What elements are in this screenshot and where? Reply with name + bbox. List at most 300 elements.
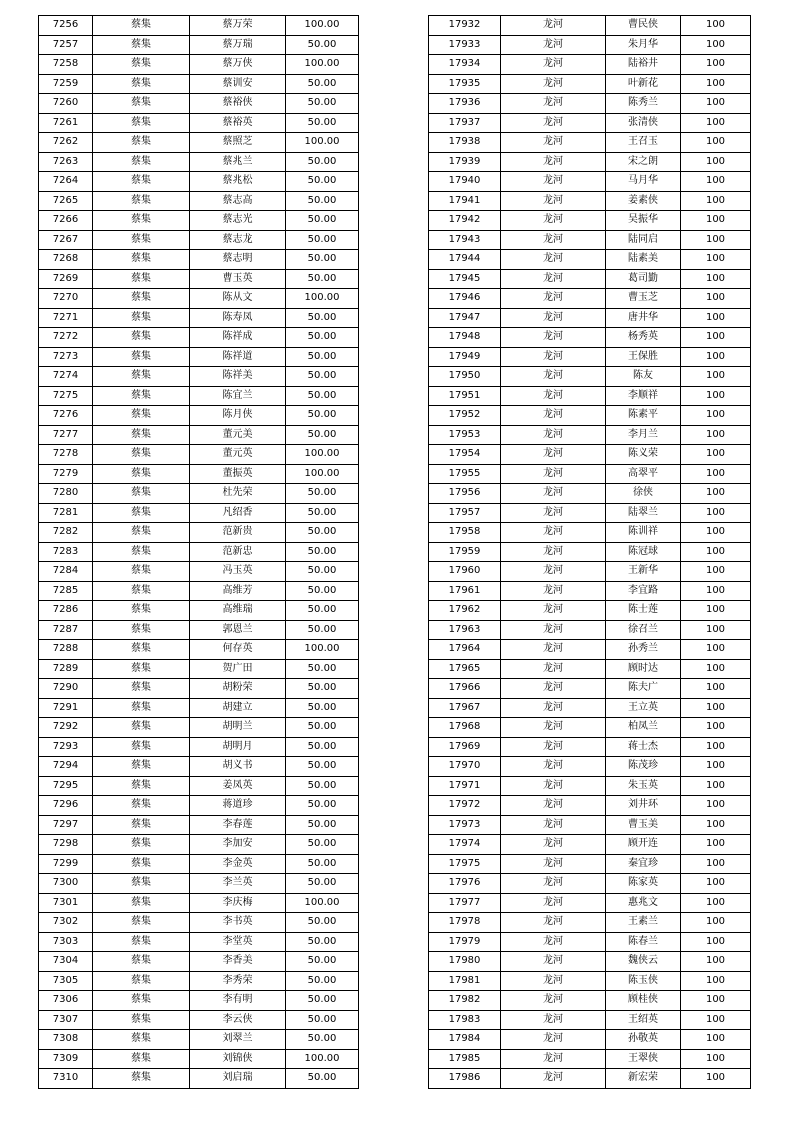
- name-cell: 蔡志龙: [190, 230, 286, 250]
- table-row: [429, 523, 751, 543]
- table-row: [39, 308, 359, 328]
- name-cell: 陈从文: [190, 289, 286, 309]
- amount-cell: 50.00: [286, 1069, 359, 1089]
- id-cell: 17986: [429, 1069, 501, 1089]
- village-cell: 蔡集: [93, 406, 190, 426]
- village-cell: 蔡集: [93, 932, 190, 952]
- name-cell: 李庆梅: [190, 893, 286, 913]
- table-row: [429, 815, 751, 835]
- village-cell: 蔡集: [93, 718, 190, 738]
- village-cell: 龙河: [501, 55, 606, 75]
- name-cell: 蔡裕英: [190, 113, 286, 133]
- id-cell: 17969: [429, 737, 501, 757]
- id-cell: 17968: [429, 718, 501, 738]
- table-row: [429, 230, 751, 250]
- id-cell: 17980: [429, 952, 501, 972]
- name-cell: 宋之朗: [606, 152, 681, 172]
- table-row: [39, 991, 359, 1011]
- name-cell: 蔡训安: [190, 74, 286, 94]
- id-cell: 17953: [429, 425, 501, 445]
- village-cell: 龙河: [501, 542, 606, 562]
- name-cell: 李加安: [190, 835, 286, 855]
- amount-cell: 100: [681, 815, 751, 835]
- id-cell: 17977: [429, 893, 501, 913]
- name-cell: 刘启瑞: [190, 1069, 286, 1089]
- village-cell: 蔡集: [93, 269, 190, 289]
- village-cell: 龙河: [501, 737, 606, 757]
- name-cell: 秦宜珍: [606, 854, 681, 874]
- village-cell: 龙河: [501, 328, 606, 348]
- village-cell: 蔡集: [93, 1030, 190, 1050]
- amount-cell: 50.00: [286, 562, 359, 582]
- village-cell: 蔡集: [93, 191, 190, 211]
- name-cell: 高翠平: [606, 464, 681, 484]
- village-cell: 蔡集: [93, 94, 190, 114]
- amount-cell: 50.00: [286, 913, 359, 933]
- amount-cell: 50.00: [286, 523, 359, 543]
- id-cell: 7286: [39, 601, 93, 621]
- table-row: [429, 932, 751, 952]
- id-cell: 7285: [39, 581, 93, 601]
- amount-cell: 100: [681, 640, 751, 660]
- id-cell: 17943: [429, 230, 501, 250]
- name-cell: 王召玉: [606, 133, 681, 153]
- name-cell: 曹玉芝: [606, 289, 681, 309]
- table-row: [39, 659, 359, 679]
- name-cell: 李顺祥: [606, 386, 681, 406]
- id-cell: 17941: [429, 191, 501, 211]
- village-cell: 蔡集: [93, 16, 190, 36]
- amount-cell: 100: [681, 367, 751, 387]
- village-cell: 龙河: [501, 133, 606, 153]
- village-cell: 龙河: [501, 425, 606, 445]
- table-row: [39, 796, 359, 816]
- amount-cell: 100: [681, 1010, 751, 1030]
- id-cell: 17983: [429, 1010, 501, 1030]
- village-cell: 龙河: [501, 113, 606, 133]
- table-row: [39, 737, 359, 757]
- village-cell: 龙河: [501, 386, 606, 406]
- amount-cell: 100.00: [286, 16, 359, 36]
- right-table-body: [429, 16, 751, 1089]
- table-row: [39, 581, 359, 601]
- table-row: [429, 152, 751, 172]
- village-cell: 龙河: [501, 1069, 606, 1089]
- table-row: [429, 718, 751, 738]
- amount-cell: 50.00: [286, 601, 359, 621]
- table-row: [429, 854, 751, 874]
- name-cell: 贺广田: [190, 659, 286, 679]
- name-cell: 何存英: [190, 640, 286, 660]
- amount-cell: 50.00: [286, 835, 359, 855]
- id-cell: 7295: [39, 776, 93, 796]
- table-row: [39, 347, 359, 367]
- table-row: [429, 601, 751, 621]
- amount-cell: 50.00: [286, 406, 359, 426]
- id-cell: 7288: [39, 640, 93, 660]
- village-cell: 龙河: [501, 659, 606, 679]
- id-cell: 17936: [429, 94, 501, 114]
- name-cell: 李月兰: [606, 425, 681, 445]
- village-cell: 龙河: [501, 835, 606, 855]
- village-cell: 龙河: [501, 1010, 606, 1030]
- name-cell: 陈素平: [606, 406, 681, 426]
- id-cell: 7306: [39, 991, 93, 1011]
- id-cell: 17971: [429, 776, 501, 796]
- name-cell: 范新贵: [190, 523, 286, 543]
- amount-cell: 50.00: [286, 718, 359, 738]
- id-cell: 7274: [39, 367, 93, 387]
- table-row: [429, 250, 751, 270]
- village-cell: 蔡集: [93, 815, 190, 835]
- village-cell: 龙河: [501, 172, 606, 192]
- name-cell: 陈家英: [606, 874, 681, 894]
- village-cell: 蔡集: [93, 854, 190, 874]
- village-cell: 龙河: [501, 893, 606, 913]
- amount-cell: 50.00: [286, 152, 359, 172]
- id-cell: 7308: [39, 1030, 93, 1050]
- table-row: [39, 1010, 359, 1030]
- id-cell: 17940: [429, 172, 501, 192]
- village-cell: 龙河: [501, 347, 606, 367]
- table-row: [429, 952, 751, 972]
- name-cell: 曹玉美: [606, 815, 681, 835]
- name-cell: 蔡志光: [190, 211, 286, 231]
- amount-cell: 100: [681, 230, 751, 250]
- table-row: [429, 308, 751, 328]
- id-cell: 7290: [39, 679, 93, 699]
- name-cell: 唐井华: [606, 308, 681, 328]
- table-row: [429, 55, 751, 75]
- id-cell: 7266: [39, 211, 93, 231]
- name-cell: 范新忠: [190, 542, 286, 562]
- table-row: [429, 874, 751, 894]
- name-cell: 胡粉荣: [190, 679, 286, 699]
- table-row: [429, 347, 751, 367]
- village-cell: 龙河: [501, 230, 606, 250]
- id-cell: 7278: [39, 445, 93, 465]
- id-cell: 7280: [39, 484, 93, 504]
- village-cell: 蔡集: [93, 386, 190, 406]
- id-cell: 17984: [429, 1030, 501, 1050]
- table-row: [429, 835, 751, 855]
- id-cell: 7272: [39, 328, 93, 348]
- table-row: [39, 932, 359, 952]
- table-row: [39, 835, 359, 855]
- name-cell: 葛司勤: [606, 269, 681, 289]
- name-cell: 陈春兰: [606, 932, 681, 952]
- name-cell: 李书英: [190, 913, 286, 933]
- village-cell: 蔡集: [93, 562, 190, 582]
- amount-cell: 50.00: [286, 698, 359, 718]
- amount-cell: 50.00: [286, 659, 359, 679]
- amount-cell: 50.00: [286, 74, 359, 94]
- id-cell: 7304: [39, 952, 93, 972]
- village-cell: 龙河: [501, 35, 606, 55]
- table-row: [429, 269, 751, 289]
- village-cell: 蔡集: [93, 152, 190, 172]
- table-row: [39, 172, 359, 192]
- name-cell: 曹玉英: [190, 269, 286, 289]
- village-cell: 蔡集: [93, 776, 190, 796]
- table-row: [429, 1069, 751, 1089]
- table-row: [39, 874, 359, 894]
- name-cell: 李秀荣: [190, 971, 286, 991]
- id-cell: 7282: [39, 523, 93, 543]
- table-row: [39, 523, 359, 543]
- name-cell: 陈宜兰: [190, 386, 286, 406]
- name-cell: 陈玉侠: [606, 971, 681, 991]
- village-cell: 蔡集: [93, 445, 190, 465]
- id-cell: 7281: [39, 503, 93, 523]
- amount-cell: 50.00: [286, 932, 359, 952]
- amount-cell: 100: [681, 211, 751, 231]
- name-cell: 胡义书: [190, 757, 286, 777]
- id-cell: 17960: [429, 562, 501, 582]
- id-cell: 7265: [39, 191, 93, 211]
- name-cell: 徐侠: [606, 484, 681, 504]
- name-cell: 陈友: [606, 367, 681, 387]
- amount-cell: 100: [681, 172, 751, 192]
- amount-cell: 100: [681, 620, 751, 640]
- name-cell: 顾时达: [606, 659, 681, 679]
- name-cell: 陈茂珍: [606, 757, 681, 777]
- table-row: [39, 250, 359, 270]
- table-row: [429, 191, 751, 211]
- id-cell: 17976: [429, 874, 501, 894]
- village-cell: 蔡集: [93, 893, 190, 913]
- id-cell: 17967: [429, 698, 501, 718]
- amount-cell: 50.00: [286, 854, 359, 874]
- village-cell: 龙河: [501, 523, 606, 543]
- amount-cell: 50.00: [286, 581, 359, 601]
- id-cell: 7261: [39, 113, 93, 133]
- table-row: [429, 971, 751, 991]
- amount-cell: 100.00: [286, 893, 359, 913]
- amount-cell: 50.00: [286, 971, 359, 991]
- amount-cell: 100: [681, 308, 751, 328]
- village-cell: 龙河: [501, 16, 606, 36]
- amount-cell: 100: [681, 289, 751, 309]
- amount-cell: 50.00: [286, 347, 359, 367]
- village-cell: 蔡集: [93, 796, 190, 816]
- village-cell: 蔡集: [93, 523, 190, 543]
- name-cell: 杨秀英: [606, 328, 681, 348]
- table-row: [39, 698, 359, 718]
- amount-cell: 50.00: [286, 328, 359, 348]
- amount-cell: 100: [681, 971, 751, 991]
- table-row: [39, 542, 359, 562]
- village-cell: 龙河: [501, 620, 606, 640]
- amount-cell: 100: [681, 16, 751, 36]
- table-row: [39, 113, 359, 133]
- amount-cell: 100: [681, 74, 751, 94]
- id-cell: 17974: [429, 835, 501, 855]
- table-row: [429, 74, 751, 94]
- name-cell: 马月华: [606, 172, 681, 192]
- table-row: [429, 698, 751, 718]
- table-row: [39, 601, 359, 621]
- name-cell: 陈义荣: [606, 445, 681, 465]
- name-cell: 孙秀兰: [606, 640, 681, 660]
- amount-cell: 100: [681, 796, 751, 816]
- name-cell: 陆同启: [606, 230, 681, 250]
- amount-cell: 50.00: [286, 367, 359, 387]
- amount-cell: 100: [681, 991, 751, 1011]
- right-table: [428, 15, 751, 1089]
- id-cell: 17939: [429, 152, 501, 172]
- name-cell: 郭恩兰: [190, 620, 286, 640]
- id-cell: 7296: [39, 796, 93, 816]
- name-cell: 陈冠球: [606, 542, 681, 562]
- id-cell: 7292: [39, 718, 93, 738]
- amount-cell: 100: [681, 133, 751, 153]
- name-cell: 李堂英: [190, 932, 286, 952]
- table-row: [39, 854, 359, 874]
- name-cell: 蔡万侠: [190, 55, 286, 75]
- table-row: [429, 1010, 751, 1030]
- village-cell: 龙河: [501, 913, 606, 933]
- name-cell: 李云侠: [190, 1010, 286, 1030]
- amount-cell: 100: [681, 913, 751, 933]
- table-row: [39, 913, 359, 933]
- name-cell: 顾桂侠: [606, 991, 681, 1011]
- name-cell: 魏侠云: [606, 952, 681, 972]
- table-row: [39, 328, 359, 348]
- amount-cell: 50.00: [286, 1010, 359, 1030]
- table-row: [429, 289, 751, 309]
- table-row: [429, 1049, 751, 1069]
- village-cell: 蔡集: [93, 289, 190, 309]
- name-cell: 董元美: [190, 425, 286, 445]
- village-cell: 龙河: [501, 1049, 606, 1069]
- village-cell: 龙河: [501, 679, 606, 699]
- amount-cell: 100: [681, 35, 751, 55]
- table-row: [429, 328, 751, 348]
- village-cell: 龙河: [501, 952, 606, 972]
- id-cell: 17973: [429, 815, 501, 835]
- table-row: [429, 484, 751, 504]
- name-cell: 高维瑞: [190, 601, 286, 621]
- table-row: [429, 776, 751, 796]
- id-cell: 17961: [429, 581, 501, 601]
- name-cell: 李春莲: [190, 815, 286, 835]
- name-cell: 陆素美: [606, 250, 681, 270]
- table-row: [429, 35, 751, 55]
- amount-cell: 100.00: [286, 55, 359, 75]
- village-cell: 龙河: [501, 74, 606, 94]
- village-cell: 龙河: [501, 1030, 606, 1050]
- name-cell: 李兰英: [190, 874, 286, 894]
- id-cell: 7303: [39, 932, 93, 952]
- id-cell: 7283: [39, 542, 93, 562]
- id-cell: 7287: [39, 620, 93, 640]
- village-cell: 蔡集: [93, 874, 190, 894]
- name-cell: 刘井环: [606, 796, 681, 816]
- table-row: [39, 952, 359, 972]
- id-cell: 7271: [39, 308, 93, 328]
- amount-cell: 50.00: [286, 269, 359, 289]
- id-cell: 17970: [429, 757, 501, 777]
- amount-cell: 100: [681, 523, 751, 543]
- amount-cell: 50.00: [286, 952, 359, 972]
- village-cell: 蔡集: [93, 601, 190, 621]
- name-cell: 姜素侠: [606, 191, 681, 211]
- amount-cell: 100: [681, 542, 751, 562]
- id-cell: 17982: [429, 991, 501, 1011]
- village-cell: 蔡集: [93, 542, 190, 562]
- left-table-body: [39, 16, 359, 1089]
- village-cell: 龙河: [501, 367, 606, 387]
- amount-cell: 100: [681, 679, 751, 699]
- name-cell: 刘翠兰: [190, 1030, 286, 1050]
- table-row: [39, 503, 359, 523]
- amount-cell: 100: [681, 464, 751, 484]
- id-cell: 7300: [39, 874, 93, 894]
- table-row: [39, 562, 359, 582]
- amount-cell: 100: [681, 718, 751, 738]
- id-cell: 17934: [429, 55, 501, 75]
- name-cell: 陈祥道: [190, 347, 286, 367]
- name-cell: 惠兆文: [606, 893, 681, 913]
- table-row: [39, 425, 359, 445]
- id-cell: 7294: [39, 757, 93, 777]
- name-cell: 李有明: [190, 991, 286, 1011]
- table-row: [429, 913, 751, 933]
- table-row: [39, 718, 359, 738]
- village-cell: 蔡集: [93, 35, 190, 55]
- village-cell: 龙河: [501, 484, 606, 504]
- village-cell: 龙河: [501, 932, 606, 952]
- village-cell: 蔡集: [93, 55, 190, 75]
- village-cell: 蔡集: [93, 581, 190, 601]
- amount-cell: 50.00: [286, 776, 359, 796]
- amount-cell: 100: [681, 1030, 751, 1050]
- name-cell: 曹民侠: [606, 16, 681, 36]
- id-cell: 17958: [429, 523, 501, 543]
- id-cell: 17952: [429, 406, 501, 426]
- village-cell: 龙河: [501, 601, 606, 621]
- amount-cell: 50.00: [286, 991, 359, 1011]
- village-cell: 蔡集: [93, 640, 190, 660]
- name-cell: 陈祥成: [190, 328, 286, 348]
- village-cell: 蔡集: [93, 1049, 190, 1069]
- amount-cell: 100: [681, 445, 751, 465]
- id-cell: 17948: [429, 328, 501, 348]
- name-cell: 胡明月: [190, 737, 286, 757]
- amount-cell: 50.00: [286, 620, 359, 640]
- village-cell: 蔡集: [93, 211, 190, 231]
- amount-cell: 100: [681, 113, 751, 133]
- amount-cell: 100: [681, 347, 751, 367]
- name-cell: 蔡志明: [190, 250, 286, 270]
- table-row: [429, 425, 751, 445]
- name-cell: 陈祥美: [190, 367, 286, 387]
- table-row: [429, 133, 751, 153]
- id-cell: 7310: [39, 1069, 93, 1089]
- id-cell: 7263: [39, 152, 93, 172]
- name-cell: 蔡兆兰: [190, 152, 286, 172]
- village-cell: 蔡集: [93, 952, 190, 972]
- amount-cell: 100: [681, 562, 751, 582]
- village-cell: 蔡集: [93, 1069, 190, 1089]
- id-cell: 7309: [39, 1049, 93, 1069]
- village-cell: 龙河: [501, 971, 606, 991]
- table-row: [429, 464, 751, 484]
- amount-cell: 100: [681, 698, 751, 718]
- amount-cell: 50.00: [286, 796, 359, 816]
- id-cell: 7305: [39, 971, 93, 991]
